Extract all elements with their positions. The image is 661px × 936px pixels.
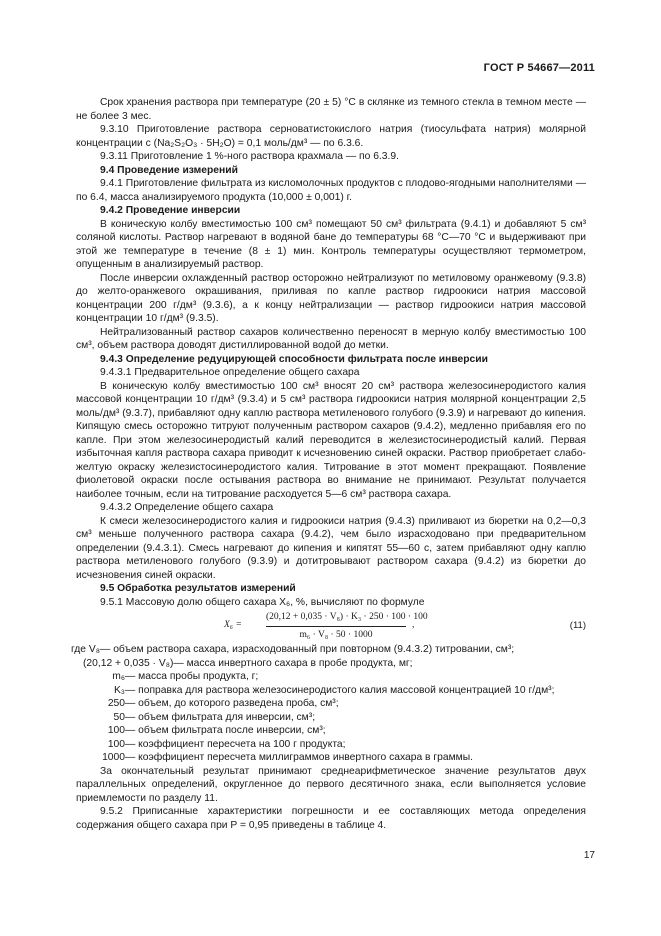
definition-symbol: K₃ xyxy=(113,684,125,696)
formula-fraction xyxy=(266,611,428,642)
section-heading: 9.4.2 Проведение инверсии xyxy=(100,205,241,216)
paragraph: В коническую колбу вместимостью 100 см³ вносят 20 см³ раствора железосинеродистого калия массовой концентрации 10 г/дм³ (9.3.4) и 5 см³ раствора гидроокиси натрия молярной концентрации 2,5 моль/дм³ (9.3.7), прибавляют одну каплю раствора метиленового голубого (9.3.9) и нагревают до кипения. Кипящую смесь осторожно титруют полученным раствором сахаров (9.4.2), медленно прибавляя его по капле. При этом железосинеродистый калий переводится в железистосинеродистый калий. Первая избыточная капля раствора сахара приводит к исчезновению синей окраски. Раствор приобретает слабо-желтую окраску железистосинеродистого калия. Титрование в этот момент прекращают. Появление фиолетовой окраски после остывания раствора во внимание не принимают. Результат получается наиболее точным, если на титрование расходуется 5—6 см³ раствора сахара. xyxy=(76,380,586,500)
definition-text: — коэффициент пересчета миллиграммов инвертного сахара в граммы. xyxy=(125,752,474,763)
definition-row xyxy=(71,751,586,765)
definition-symbol: где V₈ xyxy=(71,644,101,655)
definition-row xyxy=(71,711,586,725)
definition-text: — масса инвертного сахара в пробе продукта, мг; xyxy=(173,657,413,669)
definition-symbol: 1000 xyxy=(102,752,125,763)
definition-row xyxy=(71,657,586,671)
section-heading: 9.4 Проведение измерений xyxy=(100,164,238,176)
definition-row xyxy=(71,724,586,738)
paragraph: К смеси железосинеродистого калия и гидроокиси натрия (9.4.3) приливают из бюретки на 0,2—0,3 см³ меньше полученного раствора сахара (9.4.2), чем было израсходовано при предварительном определении (9.4.3.1). Смесь нагревают до кипения и кипятят 55—60 с, затем прибавляют одну каплю раствора метиленового голубого (9.3.9) и дотитровывают раствором сахара (9.4.2) из бюретки до исчезновения синей окраски. xyxy=(76,515,586,581)
definition-row xyxy=(71,697,586,711)
section-heading: 9.5 Обработка результатов измерений xyxy=(100,583,296,594)
paragraph: За окончательный результат принимают среднеарифметическое значение результатов двух параллельных определений, округленное до первого десятичного знака, если выполняется условие приемлемости по разделу 11. xyxy=(76,765,586,804)
definition-text: — коэффициент пересчета на 100 г продукта; xyxy=(125,738,346,750)
formula-number: (11) xyxy=(569,620,586,631)
paragraph: 9.5.1 Массовую долю общего сахара X₆, %, вычисляют по формуле xyxy=(100,596,425,608)
document-body xyxy=(71,96,586,832)
definition-text: — объем фильтрата после инверсии, см³; xyxy=(125,725,326,736)
formula-lhs: X₆ = xyxy=(224,620,242,630)
section-heading: 9.4.3 Определение редуцирующей способности фильтрата после инверсии xyxy=(100,353,488,365)
definition-symbol: 250 xyxy=(107,698,125,709)
paragraph: 9.3.10 Приготовление раствора серноватистокислого натрия (тиосульфата натрия) молярной концентрации c (Na₂S₂O₃ · 5H₂O) = 0,1 моль/дм³ — по 6.3.6. xyxy=(76,124,586,149)
definition-symbol: 100 xyxy=(107,725,125,736)
paragraph: 9.4.1 Приготовление фильтрата из кисломолочных продуктов с плодово-ягодными наполнителями — по 6.4, масса анализируемого продукта (10,000 ± 0,001) г. xyxy=(76,178,586,203)
paragraph: 9.4.3.2 Определение общего сахара xyxy=(100,502,274,513)
paragraph: Срок хранения раствора при температуре (20 ± 5) °С в склянке из темного стекла в темном месте — не более 3 мес. xyxy=(76,97,586,122)
definition-row xyxy=(71,643,586,657)
page-number: 17 xyxy=(583,850,595,861)
paragraph: После инверсии охлажденный раствор осторожно нейтрализуют по метиловому оранжевому (9.3.8) до желто-оранжевого окрашивания, приливая по капле раствор гидроокиси натрия массовой концентрации 200 г/дм³ (9.3.6), а к концу нейтрализации — раствор гидроокиси натрия массовой концентрации 10 г/дм³ (9.3.5). xyxy=(76,272,586,324)
paragraph: Нейтрализованный раствор сахаров количественно переносят в мерную колбу вместимостью 100 см³, объем раствора доводят дистиллированной водой до метки. xyxy=(76,326,586,351)
definition-symbol: 50 xyxy=(113,711,125,723)
definition-row xyxy=(71,684,586,698)
definition-symbol: 100 xyxy=(107,738,125,750)
definition-symbol: m₆ xyxy=(112,671,125,682)
paragraph: 9.4.3.1 Предварительное определение общего сахара xyxy=(100,367,360,378)
paragraph: В коническую колбу вместимостью 100 см³ помещают 50 см³ фильтрата (9.4.1) и добавляют 5 см³ соляной кислоты. Раствор нагревают в водяной бане до температуры 68 °С—70 °С и выдерживают при этой же температуре в течение (8 ± 1) мин. Контроль температуры осуществляют термометром, опущенным в анализируемый раствор. xyxy=(76,218,586,270)
definition-row xyxy=(71,670,586,684)
definition-text: — масса пробы продукта, г; xyxy=(125,671,259,682)
definition-text: — объем фильтрата для инверсии, см³; xyxy=(125,711,316,723)
document-header: ГОСТ Р 54667—2011 xyxy=(483,62,595,74)
definition-symbol: (20,12 + 0,035 · V₈) xyxy=(83,657,174,669)
paragraph: 9.5.2 Приписанные характеристики погрешности и ее составляющих метода определения содержания общего сахара при P = 0,95 приведены в таблице 4. xyxy=(76,806,586,831)
formula-11 xyxy=(76,611,586,641)
formula-tail: , xyxy=(412,620,415,630)
formula-numerator: (20,12 + 0,035 · V₈) · K₃ · 250 · 100 · 100 xyxy=(266,611,406,627)
definition-row xyxy=(71,738,586,752)
formula-denominator: m₆ · V₈ · 50 · 1000 xyxy=(299,629,373,640)
definition-text: — объем, до которого разведена проба, см³; xyxy=(125,698,339,709)
definition-text: — объем раствора сахара, израсходованный при повторном (9.4.3.2) титровании, см³; xyxy=(100,644,515,655)
variable-definitions xyxy=(71,643,586,765)
paragraph: 9.3.11 Приготовление 1 %-ного раствора крахмала — по 6.3.9. xyxy=(100,151,399,162)
definition-text: — поправка для раствора железосинеродистого калия массовой концентрацией 10 г/дм³; xyxy=(125,684,555,696)
